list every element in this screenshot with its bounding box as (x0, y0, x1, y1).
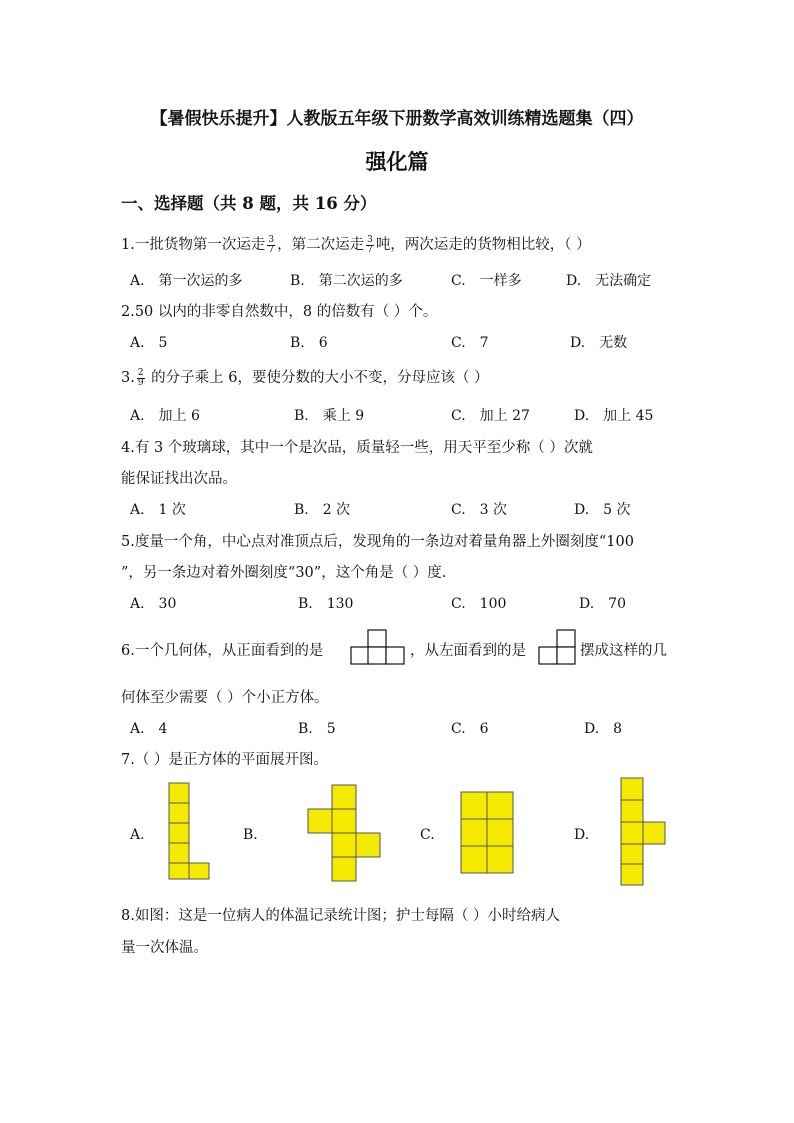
q5-option-c[interactable]: C. 100 (451, 596, 507, 612)
net-cell (169, 783, 189, 803)
q1-fraction-1 (267, 236, 275, 255)
q1-text-a: 1.一批货物第一次运走 (121, 237, 266, 253)
question-1 (121, 233, 591, 255)
page-title: 【暑假快乐提升】人教版五年级下册数学高效训练精选题集（四） (150, 109, 644, 129)
q1-text-b: ，第二次运走 (277, 237, 365, 253)
net-cell (621, 800, 643, 822)
question-6-line-2: 何体至少需要（ ）个小正方体。 (121, 690, 329, 706)
left-view-cell (557, 647, 575, 664)
front-view-cell (368, 647, 386, 664)
q6-option-c[interactable]: C. 6 (451, 721, 489, 737)
q3-option-d[interactable]: D. 加上 45 (574, 408, 654, 424)
net-option-a[interactable] (163, 779, 211, 883)
q5-option-a[interactable]: A. 30 (130, 596, 177, 612)
net-cell (461, 792, 487, 819)
q2-option-d[interactable]: D. 无数 (570, 335, 628, 351)
q7-label-c[interactable]: C. (420, 827, 435, 843)
net-cell (487, 846, 513, 873)
q3-text-a: 3. (121, 370, 135, 386)
q5-option-d[interactable]: D. 70 (579, 596, 626, 612)
q3-option-a[interactable]: A. 加上 6 (130, 408, 200, 424)
net-cell (332, 833, 356, 857)
q1-frac1-den: 7 (268, 244, 275, 255)
net-option-c[interactable] (455, 786, 521, 878)
net-cell (643, 822, 665, 844)
q4-option-a[interactable]: A. 1 次 (130, 502, 186, 518)
section-heading: 一、选择题（共 8 题，共 16 分） (121, 194, 377, 213)
net-cell (332, 857, 356, 881)
q3-frac-num: 2 (137, 367, 144, 378)
q2-option-b[interactable]: B. 6 (290, 335, 328, 351)
q1-frac2-num: 3 (367, 234, 373, 245)
q3-option-c[interactable]: C. 加上 27 (451, 408, 530, 424)
q6-text-a: 6.一个几何体，从正面看到的是 (121, 643, 324, 659)
q1-option-d[interactable]: D. 无法确定 (566, 273, 652, 289)
q3-frac-den: 9 (137, 377, 144, 388)
question-5-line-2: ”，另一条边对着外圈刻度“30”，这个角是（ ）度. (121, 565, 447, 581)
net-cell (332, 785, 356, 809)
net-cell (169, 823, 189, 843)
q7-label-b[interactable]: B. (243, 827, 258, 843)
q1-text-c: 吨，两次运走的货物相比较，（ ） (375, 237, 591, 253)
net-cell (487, 792, 513, 819)
net-cell (621, 822, 643, 844)
question-3 (121, 366, 489, 388)
q1-option-c[interactable]: C. 一样多 (451, 273, 522, 289)
net-cell (332, 809, 356, 833)
q2-option-a[interactable]: A. 5 (130, 335, 168, 351)
question-4-line-1: 4.有 3 个玻璃球，其中一个是次品，质量轻一些，用天平至少称（ ）次就 (121, 440, 593, 456)
q3-fraction (137, 369, 145, 388)
question-4-line-2: 能保证找出次品。 (121, 471, 237, 487)
q1-option-a[interactable]: A. 第一次运的多 (130, 273, 243, 289)
q6-option-a[interactable]: A. 4 (130, 721, 168, 737)
q7-label-a[interactable]: A. (130, 827, 145, 843)
q1-frac1-num: 3 (268, 234, 275, 245)
q1-option-b[interactable]: B. 第二次运的多 (290, 273, 403, 289)
q4-option-c[interactable]: C. 3 次 (451, 502, 508, 518)
q7-label-d[interactable]: D. (574, 827, 590, 843)
front-view-figure (350, 629, 406, 665)
front-view-cell (386, 647, 404, 664)
question-8-line-1: 8.如图：这是一位病人的体温记录统计图；护士每隔（ ）小时给病人 (121, 908, 560, 924)
left-view-figure (538, 629, 578, 665)
q6-option-b[interactable]: B. 5 (298, 721, 336, 737)
net-cell (461, 819, 487, 846)
question-6-line-1 (121, 639, 323, 660)
front-view-cell (368, 630, 386, 647)
net-cell (621, 844, 643, 864)
net-cell (189, 863, 209, 879)
q3-text-b: 的分子乘上 6，要使分数的大小不变，分母应该（ ） (146, 370, 489, 386)
q6-text-c: 摆成这样的几 (580, 643, 667, 659)
net-cell (461, 846, 487, 873)
q1-frac2-den: 7 (367, 244, 373, 255)
q5-option-b[interactable]: B. 130 (298, 596, 354, 612)
q6-option-d[interactable]: D. 8 (584, 721, 623, 737)
question-2: 2.50 以内的非零自然数中，8 的倍数有（ ）个。 (121, 304, 438, 320)
net-cell (169, 843, 189, 863)
q2-option-c[interactable]: C. 7 (451, 335, 489, 351)
left-view-cell (539, 647, 557, 664)
front-view-cell (351, 647, 369, 664)
q4-option-b[interactable]: B. 2 次 (294, 502, 351, 518)
net-cell (356, 833, 380, 857)
net-option-d[interactable] (613, 775, 671, 889)
question-5-line-1: 5.度量一个角，中心点对准顶点后，发现角的一条边对着量角器上外圈刻度“100 (121, 534, 634, 550)
net-cell (308, 809, 332, 833)
q6-text-b: ，从左面看到的是 (410, 643, 526, 659)
question-8-line-2: 量一次体温。 (121, 940, 208, 956)
net-cell (487, 819, 513, 846)
q1-fraction-2 (366, 236, 374, 255)
net-option-b[interactable] (298, 779, 388, 883)
question-7: 7.（ ）是正方体的平面展开图。 (121, 752, 328, 768)
q3-option-b[interactable]: B. 乘上 9 (294, 408, 365, 424)
net-cell (169, 803, 189, 823)
page-subtitle: 强化篇 (365, 149, 429, 174)
net-cell (169, 863, 189, 879)
net-cell (621, 864, 643, 885)
q4-option-d[interactable]: D. 5 次 (574, 502, 631, 518)
left-view-cell (557, 630, 575, 647)
net-cell (621, 778, 643, 800)
